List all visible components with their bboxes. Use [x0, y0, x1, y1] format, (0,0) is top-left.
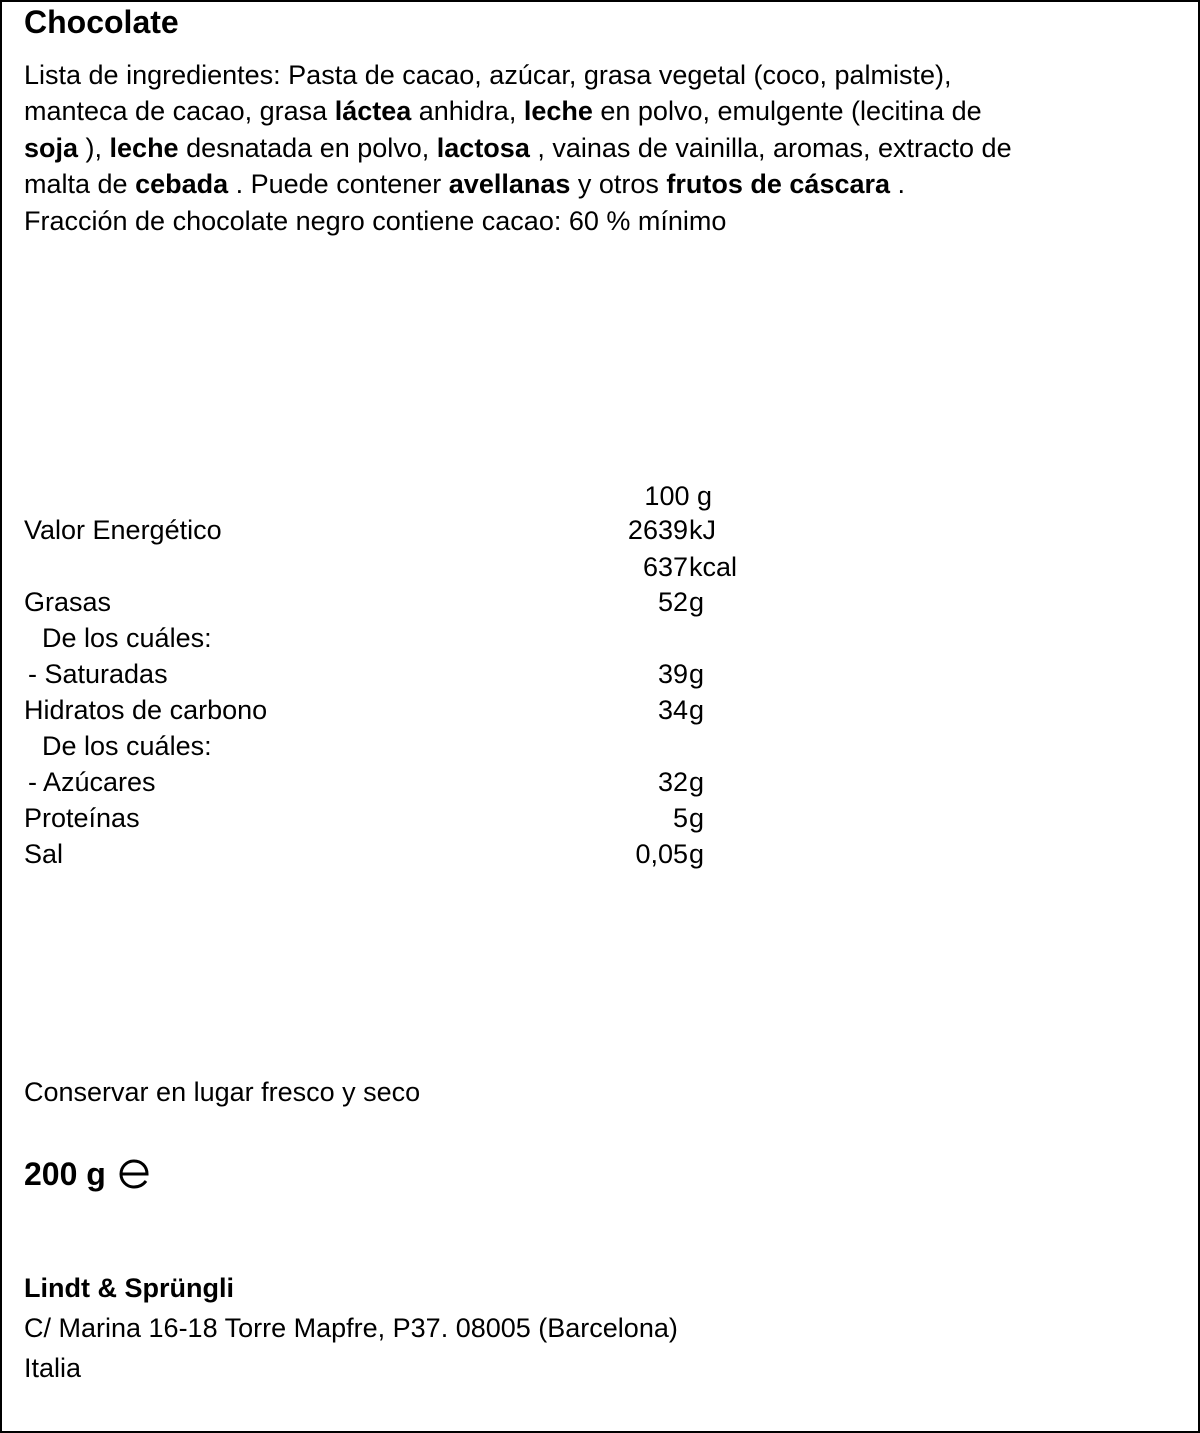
sugars-unit: g — [689, 767, 705, 797]
energy-kj-unit: kJ — [689, 515, 716, 545]
ingredient-text: . Puede contener — [228, 169, 449, 200]
ingredient-text: ), — [78, 132, 110, 163]
ingredients-line — [24, 57, 1184, 93]
ingredients-line — [24, 203, 1184, 239]
allergen-text: cebada — [135, 169, 229, 200]
of-which-label: De los cuáles: — [42, 623, 212, 653]
fat-value: 52 — [657, 587, 688, 617]
protein-unit: g — [689, 803, 705, 833]
ingredient-text: desnatada en polvo, — [178, 132, 437, 163]
net-weight-value: 200 g — [24, 1156, 106, 1192]
ingredients-line — [24, 130, 1184, 166]
carbs-unit: g — [689, 695, 705, 725]
allergen-text: lactosa — [436, 132, 530, 163]
saturated-value: 39 — [657, 659, 688, 689]
energy-kcal-unit: kcal — [689, 552, 738, 582]
salt-unit: g — [689, 839, 705, 869]
carbs-label: Hidratos de carbono — [24, 695, 268, 725]
salt-label: Sal — [24, 839, 64, 869]
protein-value: 5 — [672, 803, 688, 833]
company-address: C/ Marina 16-18 Torre Mapfre, P37. 08005 (Barcelona) — [24, 1313, 678, 1343]
ingredient-text: malta de — [24, 169, 136, 200]
saturated-unit: g — [689, 659, 705, 689]
ingredients-line — [24, 166, 1184, 202]
allergen-text: frutos de cáscara — [666, 169, 891, 200]
salt-value: 0,05 — [635, 839, 688, 869]
allergen-text: láctea — [334, 96, 412, 127]
product-title: Chocolate — [24, 4, 179, 40]
carbs-value: 34 — [657, 695, 688, 725]
allergen-text: leche — [523, 96, 593, 127]
e-mark-icon — [117, 1157, 151, 1191]
ingredients-text — [24, 57, 1184, 239]
ingredient-text: Fracción de chocolate negro contiene cacao: 60 % mínimo — [24, 205, 727, 236]
allergen-text: leche — [109, 132, 179, 163]
ingredient-text: manteca de cacao, grasa — [24, 96, 335, 127]
of-which-label: De los cuáles: — [42, 731, 212, 761]
ingredients-line — [24, 93, 1184, 129]
protein-label: Proteínas — [24, 803, 140, 833]
ingredient-text: anhidra, — [411, 96, 524, 127]
fat-unit: g — [689, 587, 705, 617]
company-country: Italia — [24, 1353, 82, 1383]
energy-kcal-value: 637 — [642, 552, 688, 582]
sugars-value: 32 — [657, 767, 688, 797]
energy-kj-value: 2639 — [627, 515, 688, 545]
ingredient-text: , vainas de vainilla, aromas, extracto de — [529, 132, 1012, 163]
storage-instructions: Conservar en lugar fresco y seco — [24, 1077, 421, 1107]
ingredient-text: en polvo, emulgente (lecitina de — [592, 96, 982, 127]
net-weight — [24, 1154, 151, 1194]
allergen-text: avellanas — [448, 169, 571, 200]
sugars-label: - Azúcares — [28, 767, 156, 797]
ingredient-text: Lista de ingredientes: Pasta de cacao, azúcar, grasa vegetal (coco, palmiste), — [24, 60, 952, 90]
company-name: Lindt & Sprüngli — [24, 1273, 234, 1303]
saturated-label: - Saturadas — [28, 659, 168, 689]
allergen-text: soja — [24, 132, 79, 163]
ingredient-text: . — [890, 169, 906, 200]
energy-label: Valor Energético — [24, 515, 222, 545]
nutrition-header: 100 g — [644, 481, 712, 511]
ingredient-text: y otros — [570, 169, 667, 200]
fat-label: Grasas — [24, 587, 112, 617]
